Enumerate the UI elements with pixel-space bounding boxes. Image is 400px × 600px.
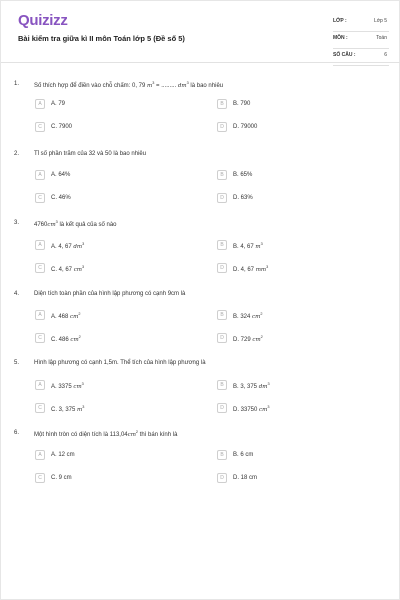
unit-dm: dm: [177, 83, 187, 89]
option-text: A. 12 cm: [51, 452, 75, 458]
meta-label: LỚP :: [333, 18, 347, 24]
unit-cm: cm: [127, 432, 136, 438]
worksheet-header: [1, 1, 400, 63]
meta-row-question-count: [333, 51, 389, 66]
unit-exponent: 3: [267, 405, 270, 409]
unit-exponent: 2: [135, 430, 139, 434]
unit-m: m: [147, 83, 153, 89]
option-letter-box: C: [35, 333, 45, 343]
meta-value: 6: [384, 52, 387, 58]
option-text: [233, 265, 268, 273]
option-letter-box: C: [35, 403, 45, 413]
option-unit: dm: [258, 384, 268, 390]
option-value: B. 4, 67: [233, 244, 256, 250]
option-letter-box: C: [35, 193, 45, 203]
question-number: 3.: [14, 220, 20, 226]
question-number: 6.: [14, 430, 20, 436]
unit-exponent: 3: [55, 220, 58, 224]
option-unit: cm: [252, 314, 261, 320]
option-letter-box: B: [217, 450, 227, 460]
option-letter-box: D: [217, 263, 227, 273]
option-text: C. 7900: [51, 124, 73, 130]
option-unit: cm: [73, 384, 82, 390]
option-letter-box: B: [217, 380, 227, 390]
unit-cm: cm: [47, 222, 56, 228]
unit-exponent: 2: [260, 312, 263, 316]
option-value: A. 468: [51, 314, 71, 320]
question-text-part: Một hình tròn có diện tích là 113,04: [34, 432, 128, 438]
meta-row-class: [333, 17, 389, 32]
option-letter-box: C: [35, 263, 45, 273]
option-text: A. 79: [51, 101, 66, 107]
meta-label: SỐ CÂU :: [333, 52, 356, 58]
option-text: [233, 405, 269, 413]
option-value: A. 4, 67: [51, 244, 74, 250]
option-value: B. 324: [233, 314, 253, 320]
option-unit: cm: [259, 407, 268, 413]
question-text-part: là kết quả của số nào: [57, 222, 117, 228]
option-letter-box: B: [217, 240, 227, 250]
option-unit: dm: [73, 244, 83, 250]
question-text-part: = .........: [154, 83, 178, 89]
question-number: 2.: [14, 151, 20, 157]
option-text: [233, 335, 263, 343]
option-unit: cm: [70, 337, 79, 343]
meta-value: Toán: [376, 35, 387, 41]
option-letter-box: D: [217, 193, 227, 203]
option-unit: cm: [70, 314, 79, 320]
question-number: 5.: [14, 360, 20, 366]
option-unit: mm: [255, 267, 267, 273]
option-text: C. 9 cm: [51, 475, 72, 481]
question-text: [34, 81, 223, 89]
unit-exponent: 2: [260, 335, 263, 339]
option-letter-box: A: [35, 99, 45, 109]
option-letter-box: C: [35, 473, 45, 483]
question-text-part: thì bán kính là: [138, 432, 178, 438]
option-value: C. 3, 375: [51, 407, 78, 413]
unit-exponent: 3: [82, 405, 85, 409]
option-value: B. 3, 375: [233, 384, 259, 390]
meta-value: Lớp 5: [373, 18, 387, 24]
question-text: [34, 430, 177, 438]
option-text: [233, 312, 262, 320]
option-text: [51, 382, 84, 390]
question-number: 1.: [14, 81, 20, 87]
unit-exponent: 3: [81, 265, 85, 269]
option-text: [51, 312, 80, 320]
unit-exponent: 3: [267, 382, 270, 386]
question-text: Tỉ số phần trăm của 32 và 50 là bao nhiêu: [34, 151, 147, 157]
option-value: D. 4, 67: [233, 267, 256, 273]
meta-row-subject: [333, 34, 389, 49]
unit-exponent: 3: [81, 382, 84, 386]
option-text: B. 6 cm: [233, 452, 254, 458]
option-text: D. 79000: [233, 124, 258, 130]
worksheet-title: Bài kiểm tra giữa kì II môn Toán lớp 5 (Đề số 5): [18, 34, 185, 43]
option-unit: m: [255, 244, 261, 250]
option-text: B. 65%: [233, 172, 253, 178]
option-value: C. 486: [51, 337, 71, 343]
option-letter-box: A: [35, 380, 45, 390]
option-unit: cm: [73, 267, 82, 273]
question-text: [34, 220, 117, 228]
option-text: D. 63%: [233, 195, 253, 201]
option-text: B. 790: [233, 101, 251, 107]
option-text: A. 64%: [51, 172, 71, 178]
unit-exponent: 3: [82, 242, 85, 246]
option-letter-box: D: [217, 403, 227, 413]
unit-exponent: 2: [78, 335, 81, 339]
option-text: [51, 265, 84, 273]
worksheet-meta: [333, 17, 389, 68]
question-text-part: là bao nhiêu: [188, 83, 224, 89]
option-text: [51, 405, 84, 413]
option-letter-box: B: [217, 170, 227, 180]
quizizz-logo: Quizizz: [18, 12, 68, 29]
question-text-part: 4760: [34, 222, 48, 228]
question-number: 4.: [14, 291, 20, 297]
option-letter-box: B: [217, 99, 227, 109]
question-text-part: Số thích hợp để điền vào chỗ chấm: 0, 79: [34, 83, 148, 89]
option-letter-box: D: [217, 473, 227, 483]
option-letter-box: A: [35, 310, 45, 320]
option-value: C. 4, 67: [51, 267, 74, 273]
option-text: [51, 335, 81, 343]
option-letter-box: A: [35, 170, 45, 180]
option-unit: cm: [252, 337, 261, 343]
unit-exponent: 2: [78, 312, 81, 316]
option-letter-box: D: [217, 122, 227, 132]
option-text: [233, 382, 270, 390]
meta-label: MÔN :: [333, 35, 348, 41]
unit-exponent: 3: [186, 81, 189, 85]
unit-exponent: 3: [266, 265, 269, 269]
option-letter-box: C: [35, 122, 45, 132]
question-text: Diện tích toàn phần của hình lập phương có cạnh 9cm là: [34, 291, 186, 297]
unit-exponent: 3: [152, 81, 155, 85]
option-text: [51, 242, 84, 250]
option-letter-box: B: [217, 310, 227, 320]
option-letter-box: A: [35, 450, 45, 460]
option-letter-box: A: [35, 240, 45, 250]
option-value: D. 729: [233, 337, 253, 343]
option-letter-box: D: [217, 333, 227, 343]
unit-exponent: 3: [260, 242, 263, 246]
option-text: D. 18 cm: [233, 475, 258, 481]
question-text: Hình lập phương có cạnh 1,5m. Thể tích của hình lập phương là: [34, 360, 206, 366]
option-value: D. 33750: [233, 407, 260, 413]
option-unit: m: [77, 407, 83, 413]
option-value: A. 3375: [51, 384, 74, 390]
option-text: [233, 242, 263, 250]
option-text: C. 46%: [51, 195, 71, 201]
